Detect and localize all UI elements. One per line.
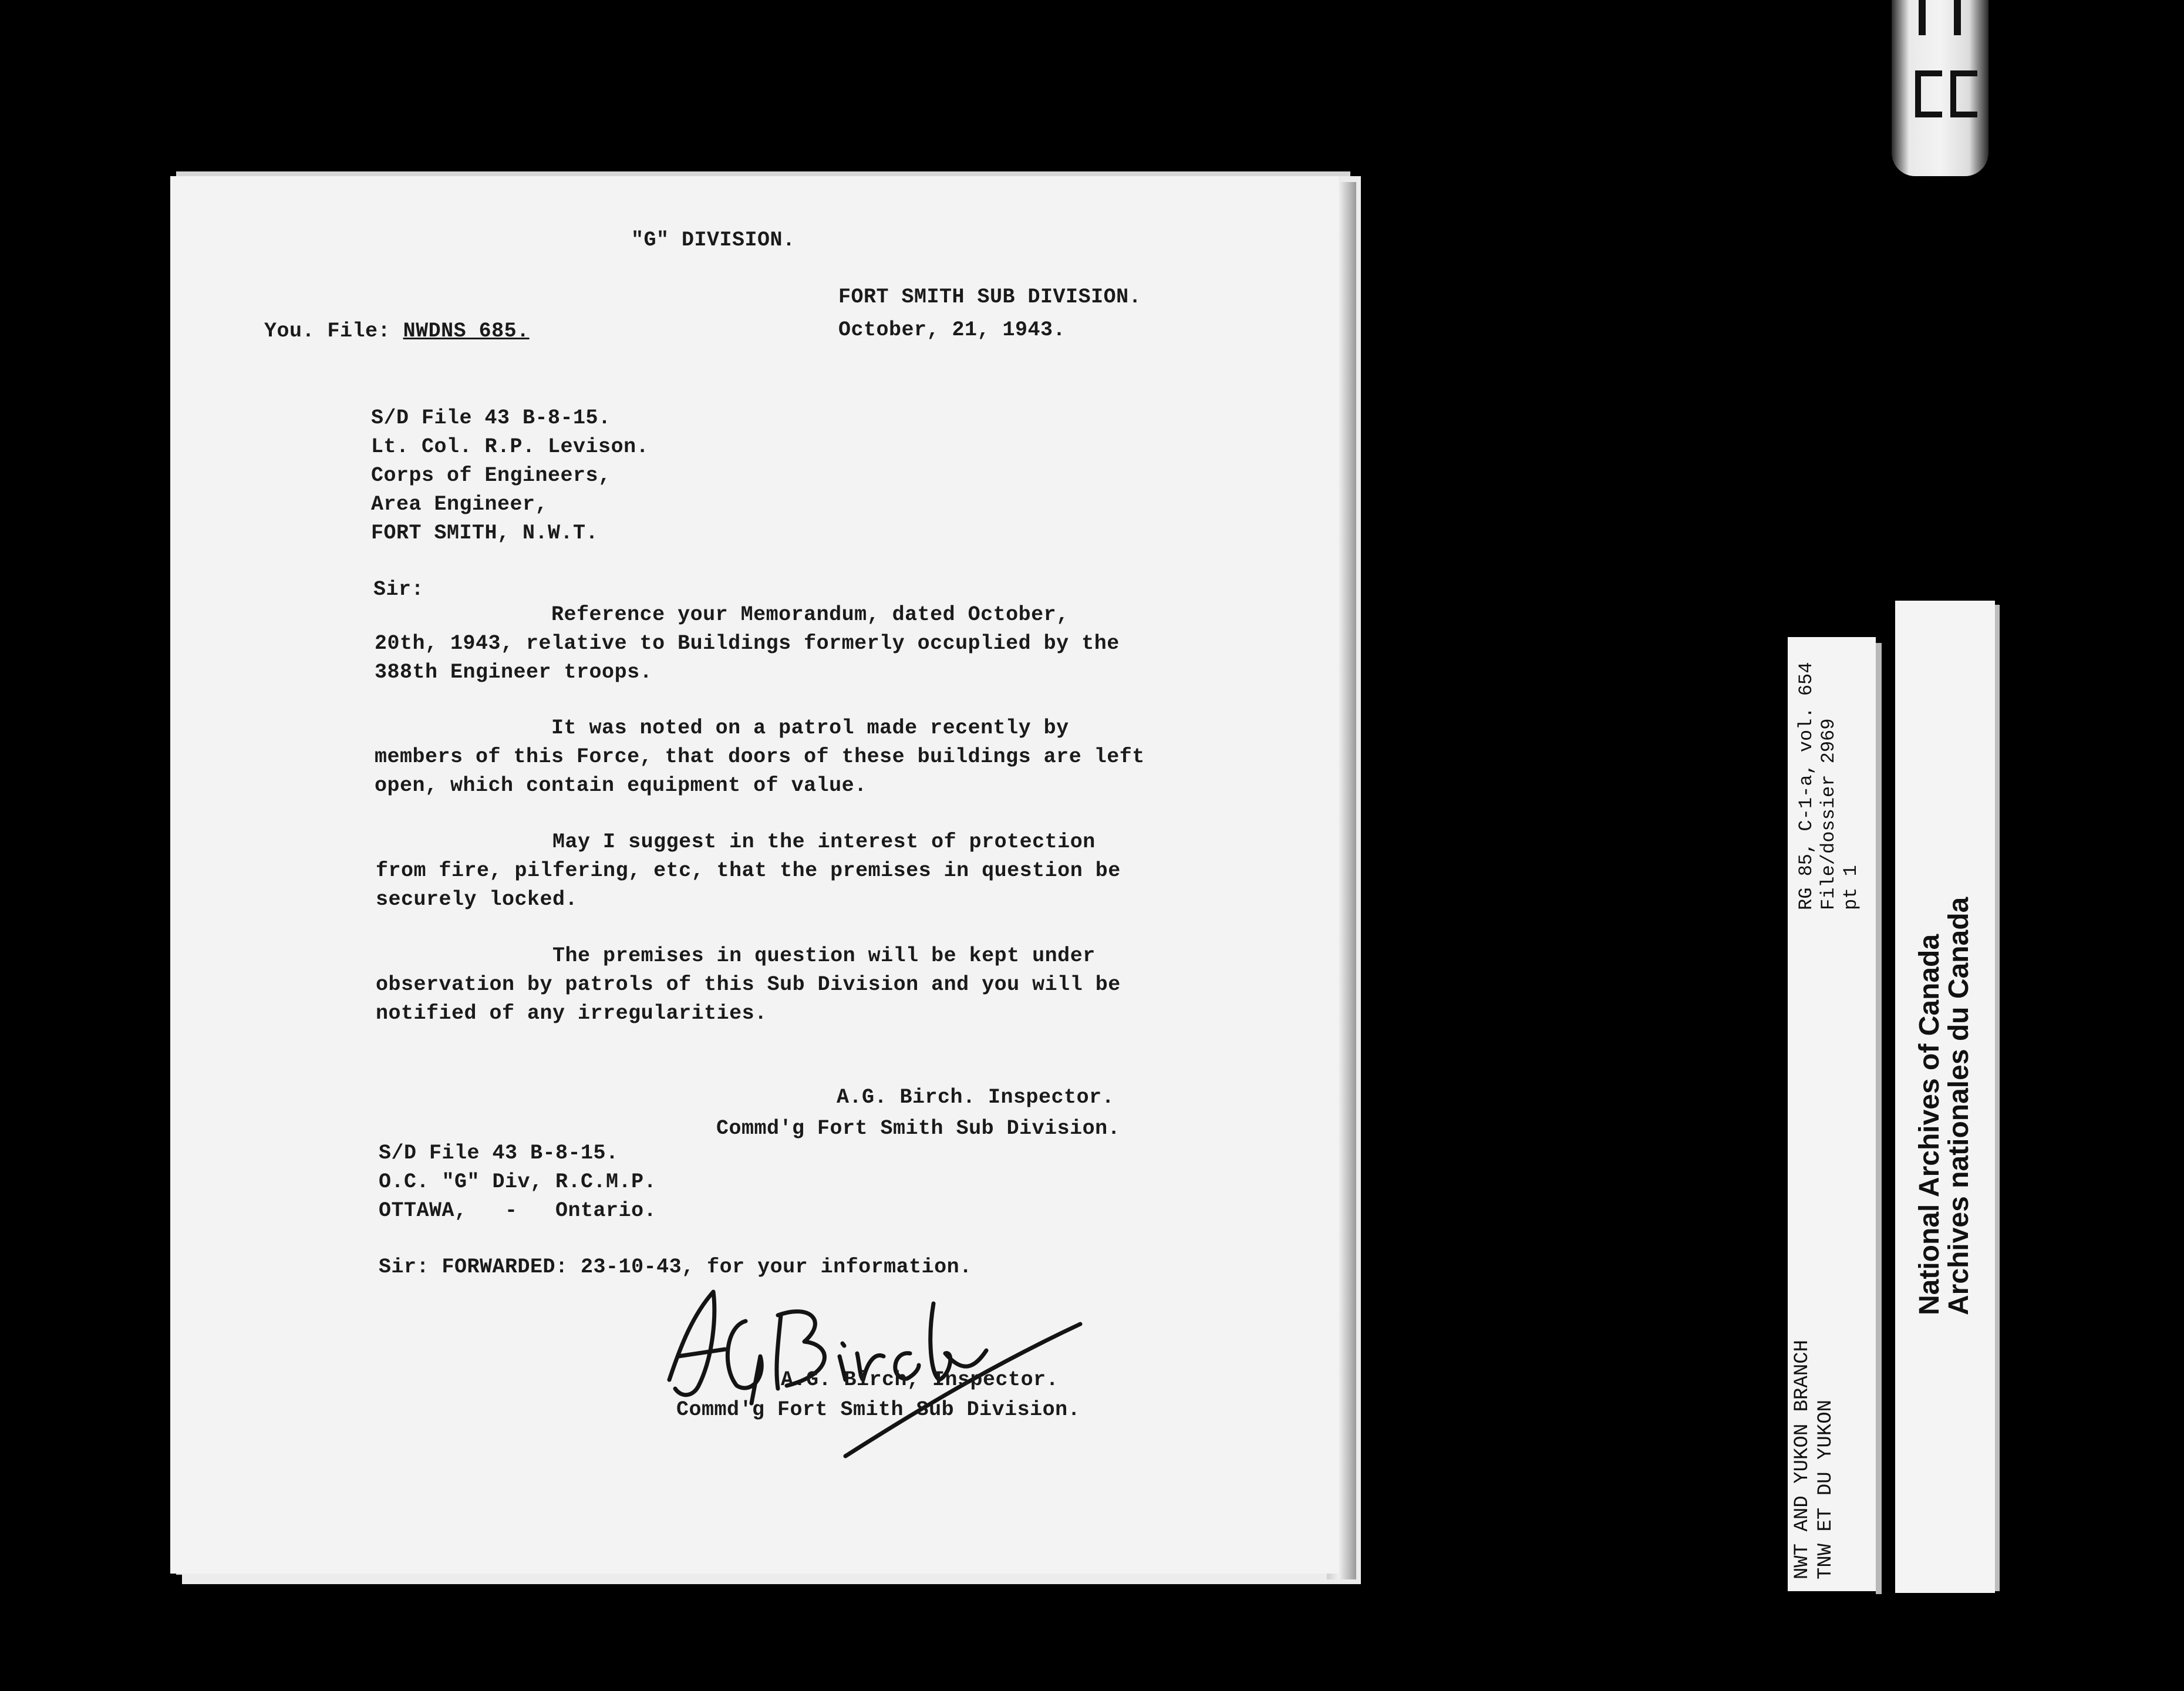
your-file-line bbox=[264, 317, 530, 346]
your-file-label: You. File: bbox=[264, 319, 391, 343]
forward-address-line: OTTAWA, - Ontario. bbox=[379, 1199, 657, 1222]
body-line: members of this Force, that doors of these buildings are left bbox=[375, 745, 1145, 769]
forward-signature-name: A.G. Birch, Inspector. bbox=[781, 1368, 1059, 1392]
branch-line: NWT AND YUKON BRANCH bbox=[1791, 1339, 1814, 1579]
body-line: open, which contain equipment of value. bbox=[375, 774, 867, 797]
reference-label bbox=[1795, 662, 1862, 910]
reference-line: pt 1 bbox=[1840, 865, 1862, 910]
address-line: FORT SMITH, N.W.T. bbox=[371, 521, 599, 545]
address-line: Corps of Engineers, bbox=[371, 464, 611, 487]
signature-title: Commd'g Fort Smith Sub Division. bbox=[716, 1117, 1121, 1140]
institution-line: National Archives of Canada bbox=[1914, 934, 1945, 1315]
body-line: Reference your Memorandum, dated October, bbox=[375, 603, 1069, 626]
forward-address-line: O.C. "G" Div, R.C.M.P. bbox=[379, 1170, 657, 1194]
marker-glyph bbox=[1915, 70, 1942, 117]
body-line: 388th Engineer troops. bbox=[375, 661, 653, 684]
address-line: S/D File 43 B-8-15. bbox=[371, 406, 611, 430]
sub-division-heading: FORT SMITH SUB DIVISION. bbox=[838, 285, 1142, 309]
strip-shadow bbox=[1876, 643, 1882, 1594]
division-heading: "G" DIVISION. bbox=[631, 228, 796, 252]
institution-label bbox=[1915, 897, 1974, 1315]
letter-date: October, 21, 1943. bbox=[838, 318, 1066, 342]
body-line: May I suggest in the interest of protection bbox=[376, 830, 1096, 854]
forward-signature-title: Commd'g Fort Smith Sub Division. bbox=[676, 1398, 1081, 1421]
strip-shadow bbox=[1995, 605, 2000, 1591]
marker-glyph bbox=[1950, 70, 1977, 117]
body-line: notified of any irregularities. bbox=[376, 1002, 767, 1025]
body-line: 20th, 1943, relative to Buildings formerly occuplied by the bbox=[375, 632, 1120, 655]
forward-address-line: S/D File 43 B-8-15. bbox=[379, 1141, 619, 1165]
marker-bar bbox=[1954, 0, 1961, 35]
address-line: Lt. Col. R.P. Levison. bbox=[371, 435, 649, 459]
branch-label bbox=[1791, 1340, 1838, 1579]
salutation: Sir: bbox=[373, 578, 424, 601]
institution-line: Archives nationales du Canada bbox=[1943, 897, 1974, 1315]
body-line: It was noted on a patrol made recently by bbox=[375, 716, 1069, 740]
signature-name: A.G. Birch. Inspector. bbox=[837, 1086, 1115, 1109]
address-line: Area Engineer, bbox=[371, 493, 548, 516]
branch-line: TNW ET DU YUKON bbox=[1815, 1399, 1837, 1579]
body-line: observation by patrols of this Sub Division and you will be bbox=[376, 973, 1121, 996]
body-line: The premises in question will be kept under bbox=[376, 944, 1096, 968]
your-file-number: NWDNS 685. bbox=[403, 319, 530, 343]
reference-line: File/dossier 2969 bbox=[1818, 718, 1839, 910]
forward-line: Sir: FORWARDED: 23-10-43, for your information. bbox=[379, 1255, 972, 1279]
reference-line: RG 85, C-1-a, vol. 654 bbox=[1795, 662, 1817, 910]
marker-bar bbox=[1919, 0, 1926, 35]
body-line: securely locked. bbox=[376, 888, 578, 911]
body-line: from fire, pilfering, etc, that the premises in question be bbox=[376, 859, 1121, 882]
